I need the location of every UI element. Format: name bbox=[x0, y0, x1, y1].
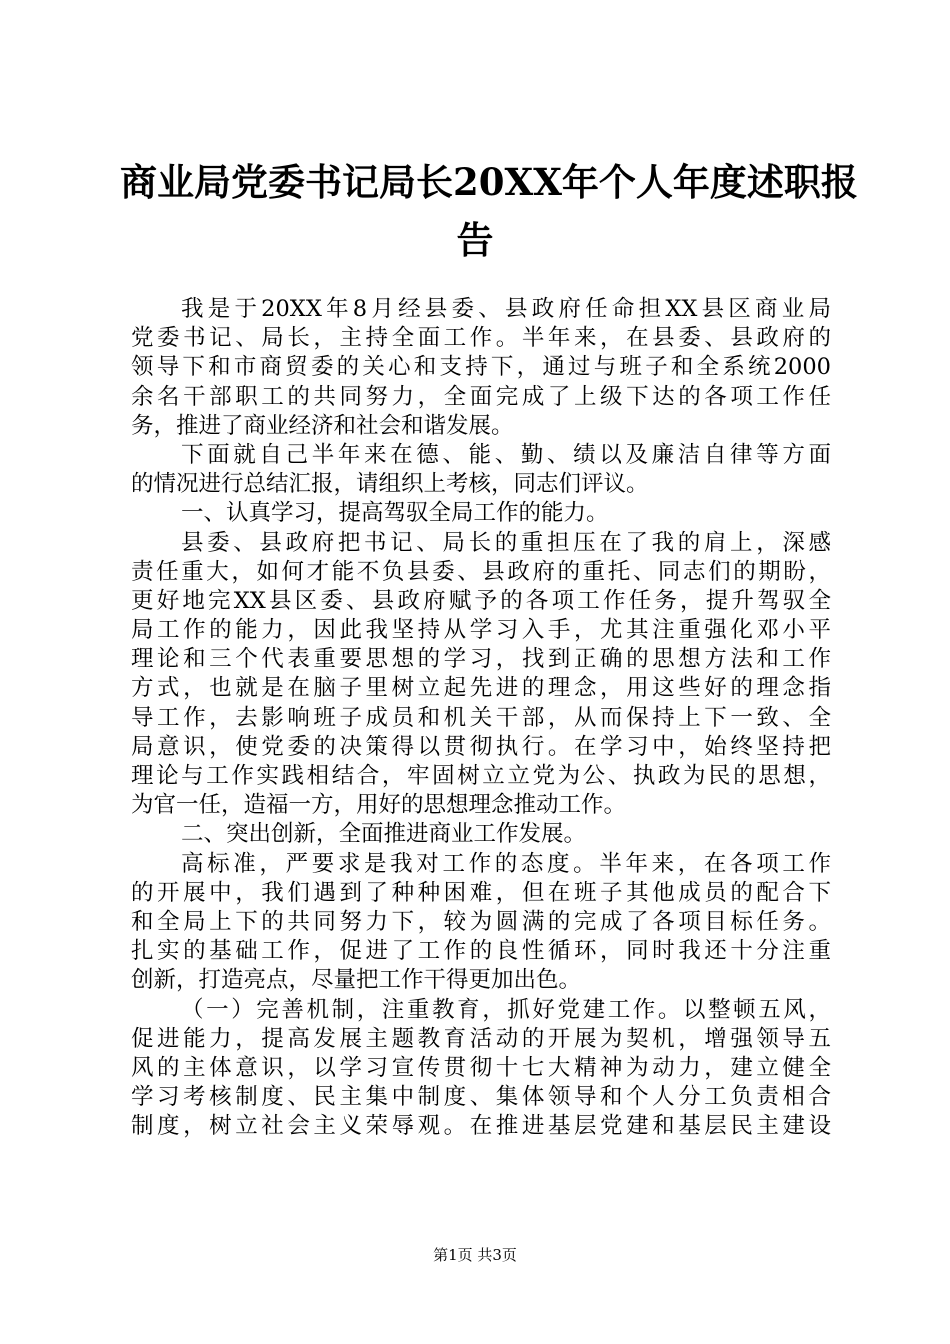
body-line: 局工作的能力，因此我坚持从学习入手，尤其注重强化邓小平 bbox=[131, 617, 831, 644]
body-line: 导工作，去影响班子成员和机关干部，从而保持上下一致、全 bbox=[131, 704, 831, 731]
body-line: 我是于20XX年8月经县委、县政府任命担XX县区商业局 bbox=[181, 296, 831, 322]
document-title-line-1: 商业局党委书记局长20XX年个人年度述职报 bbox=[120, 160, 858, 204]
subsection-line: （一）完善机制，注重教育，抓好党建工作。以整顿五风， bbox=[181, 996, 831, 1023]
document-body bbox=[131, 295, 831, 1141]
body-line: 的情况进行总结汇报，请组织上考核，同志们评议。 bbox=[131, 471, 649, 498]
body-line: 风的主体意识，以学习宣传贯彻十七大精神为动力，建立健全 bbox=[131, 1054, 831, 1081]
body-line: 学习考核制度、民主集中制度、集体领导和个人分工负责相合 bbox=[131, 1084, 831, 1111]
section-heading: 一、认真学习，提高驾驭全局工作的能力。 bbox=[181, 500, 609, 527]
body-line: 高标准，严要求是我对工作的态度。半年来，在各项工作 bbox=[181, 850, 831, 877]
body-line: 扎实的基础工作，促进了工作的良性循环，同时我还十分注重 bbox=[131, 938, 831, 965]
body-line: 促进能力，提高发展主题教育活动的开展为契机，增强领导五 bbox=[131, 1025, 831, 1052]
body-line: 方式，也就是在脑子里树立起先进的理念，用这些好的理念指 bbox=[131, 675, 831, 702]
body-line: 的开展中，我们遇到了种种困难，但在班子其他成员的配合下 bbox=[131, 879, 831, 906]
body-line: 务，推进了商业经济和社会和谐发展。 bbox=[131, 412, 514, 439]
body-line: 县委、县政府把书记、局长的重担压在了我的肩上，深感 bbox=[181, 529, 831, 556]
body-line: 和全局上下的共同努力下，较为圆满的完成了各项目标任务。 bbox=[131, 908, 831, 935]
body-line: 责任重大，如何才能不负县委、县政府的重托、同志们的期盼， bbox=[131, 558, 831, 585]
body-line: 领导下和市商贸委的关心和支持下，通过与班子和全系统2000 bbox=[131, 354, 831, 381]
document-title-line-2: 告 bbox=[456, 218, 494, 262]
page-footer: 第1页 共3页 bbox=[433, 1246, 517, 1264]
body-line: 制度，树立社会主义荣辱观。在推进基层党建和基层民主建设 bbox=[131, 1113, 831, 1140]
body-line: 创新，打造亮点，尽量把工作干得更加出色。 bbox=[131, 967, 582, 994]
body-line: 局意识，使党委的决策得以贯彻执行。在学习中，始终坚持把 bbox=[131, 733, 831, 760]
body-line: 更好地完XX县区委、县政府赋予的各项工作任务，提升驾驭全 bbox=[131, 587, 831, 614]
body-line: 余名干部职工的共同努力，全面完成了上级下达的各项工作任 bbox=[131, 383, 831, 410]
body-line: 党委书记、局长，主持全面工作。半年来，在县委、县政府的 bbox=[131, 325, 831, 352]
body-line: 理论与工作实践相结合，牢固树立立党为公、执政为民的思想， bbox=[131, 763, 831, 789]
section-heading: 二、突出创新，全面推进商业工作发展。 bbox=[181, 821, 587, 848]
body-line: 理论和三个代表重要思想的学习，找到正确的思想方法和工作 bbox=[131, 646, 831, 673]
body-line: 为官一任，造福一方，用好的思想理念推动工作。 bbox=[131, 792, 627, 819]
body-line: 下面就自己半年来在德、能、勤、绩以及廉洁自律等方面 bbox=[181, 441, 831, 468]
